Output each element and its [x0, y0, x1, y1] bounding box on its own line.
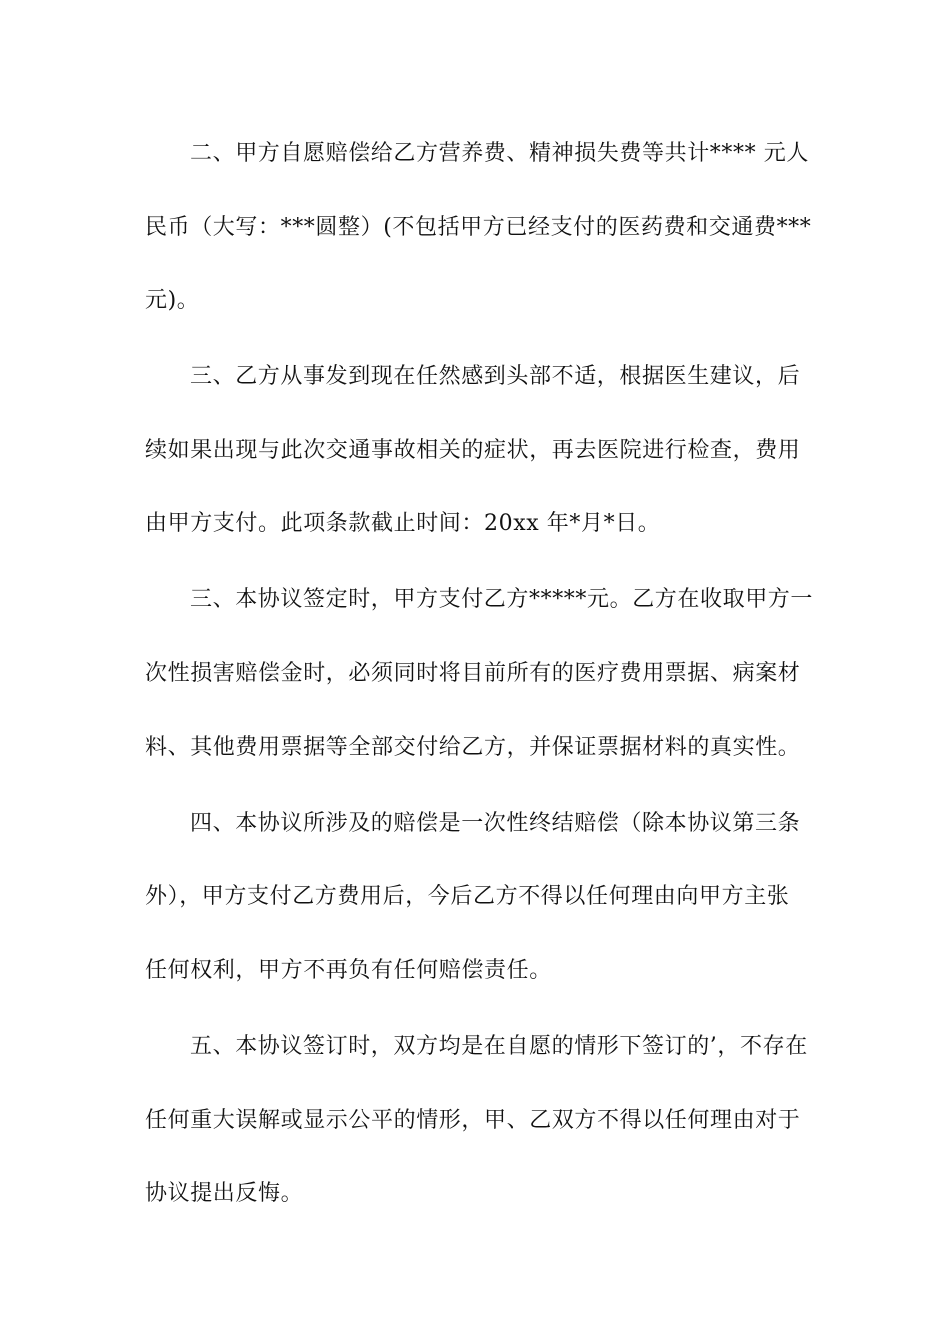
clause-5-line-1: 五、本协议签订时，双方均是在自愿的情形下签订的’，不存在	[190, 1034, 808, 1059]
clause-2-line-2: 民币（大写：***圆整）(不包括甲方已经支付的医药费和交通费***	[145, 215, 812, 240]
clause-4-line-2: 外），甲方支付乙方费用后，今后乙方不得以任何理由向甲方主张	[145, 884, 790, 909]
clause-4-line-3: 任何权利，甲方不再负有任何赔偿责任。	[145, 958, 552, 983]
clause-5-line-2: 任何重大误解或显示公平的情形，甲、乙双方不得以任何理由对于	[145, 1108, 801, 1133]
clause-3b-line-2: 次性损害赔偿金时，必须同时将目前所有的医疗费用票据、病案材	[145, 661, 801, 686]
clause-2-line-1: 二、甲方自愿赔偿给乙方营养费、精神损失费等共计**** 元人	[190, 141, 809, 166]
clause-3b-line-3: 料、其他费用票据等全部交付给乙方，并保证票据材料的真实性。	[145, 735, 801, 760]
clause-4-line-1: 四、本协议所涉及的赔偿是一次性终结赔偿（除本协议第三条	[190, 811, 801, 836]
clause-5-line-3: 协议提出反悔。	[145, 1181, 304, 1206]
clause-3b-line-1: 三、本协议签定时，甲方支付乙方*****元。乙方在收取甲方一	[190, 587, 814, 612]
clause-3a-line-3: 由甲方支付。此项条款截止时间：20xx 年*月*日。	[145, 511, 661, 536]
clause-3a-line-2: 续如果出现与此次交通事故相关的症状，再去医院进行检查，费用	[145, 438, 801, 463]
clause-3a-line-1: 三、乙方从事发到现在任然感到头部不适，根据医生建议，后	[190, 364, 801, 389]
clause-2-line-3: 元)。	[145, 288, 200, 313]
